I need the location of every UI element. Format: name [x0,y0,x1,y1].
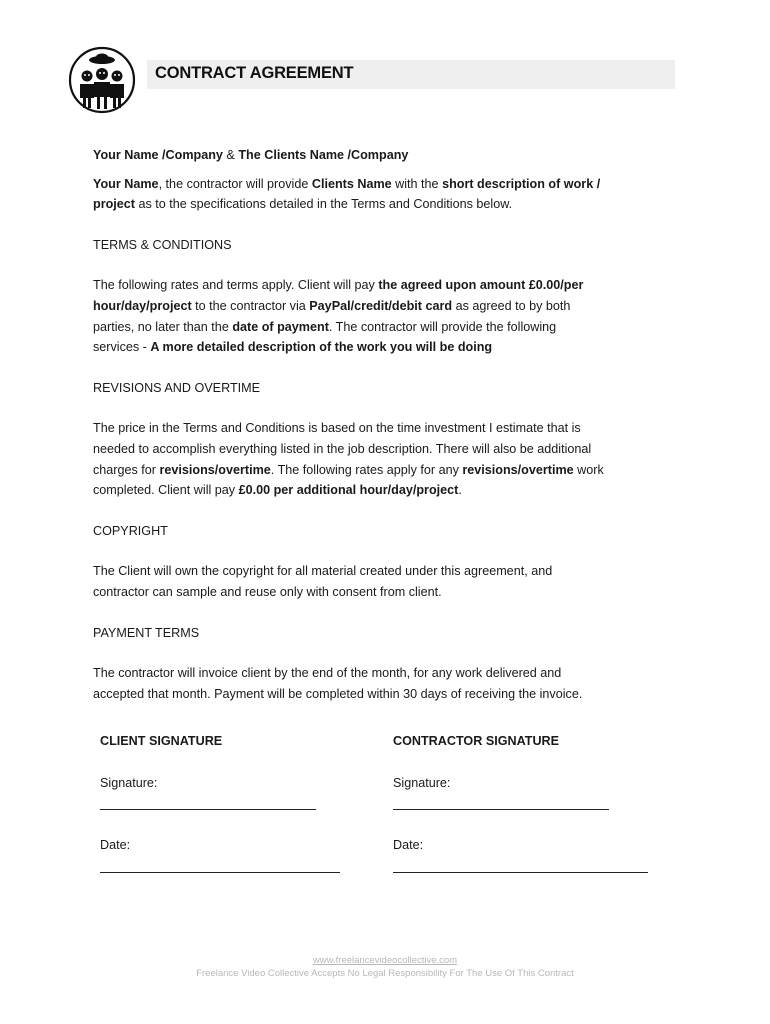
your-company-name: Your Name /Company [93,148,223,162]
client-signature-label: Signature: [100,776,158,790]
page-title: CONTRACT AGREEMENT [155,64,354,82]
client-date-label: Date: [100,838,131,852]
client-signature-line[interactable] [100,809,316,810]
footer-disclaimer: Freelance Video Collective Accepts No Legal Responsibility For The Use Of This Contract [196,968,574,979]
copyright-heading: COPYRIGHT [93,523,168,538]
revisions-heading: REVISIONS AND OVERTIME [93,380,261,395]
terms-paragraph: The following rates and terms apply. Client will pay the agreed upon amount £0.00/per hour/day/project to the contractor via PayPal/credit/debit card as agreed to by both parties, no later than the date of payment. The contractor will provide the following services - A more detailed description of the work you will be doing [93,278,584,355]
contractor-signature-heading: CONTRACTOR SIGNATURE [393,734,560,748]
three-figures-ufo-logo-icon [68,46,136,114]
contractor-signature-label: Signature: [393,776,451,790]
client-signature-heading: CLIENT SIGNATURE [100,734,223,748]
payment-paragraph: The contractor will invoice client by the end of the month, for any work delivered and accepted that month. Payment will be completed within 30 days of receiving the invoice. [93,666,583,701]
terms-heading: TERMS & CONDITIONS [93,237,232,252]
contract-body [93,145,683,704]
footer-url-row [0,955,770,966]
contractor-date-label: Date: [393,838,424,852]
contractor-signature-line[interactable] [393,809,609,810]
parties-line: Your Name /Company & The Clients Name /Company [93,148,409,162]
footer-url-link[interactable]: www.freelancevideocollective.com [312,955,458,966]
title-bar [147,60,675,89]
client-company-name: The Clients Name /Company [238,148,409,162]
intro-paragraph: Your Name, the contractor will provide Clients Name with the short description of work / project as to the specifications detailed in the Terms and Conditions below. [93,176,601,212]
contractor-date-line[interactable] [393,872,648,873]
client-date-line[interactable] [100,872,340,873]
payment-heading: PAYMENT TERMS [93,625,200,640]
copyright-paragraph: The Client will own the copyright for all material created under this agreement, and contractor can sample and reuse only with consent from client. [93,564,553,599]
revisions-paragraph: The price in the Terms and Conditions is based on the time investment I estimate that is needed to accomplish everything listed in the job description. There will also be additional charges for revisions/overtime. The following rates apply for any revisions/overtime work completed. Client will pay £0.00 per additional hour/day/project. [93,421,604,498]
